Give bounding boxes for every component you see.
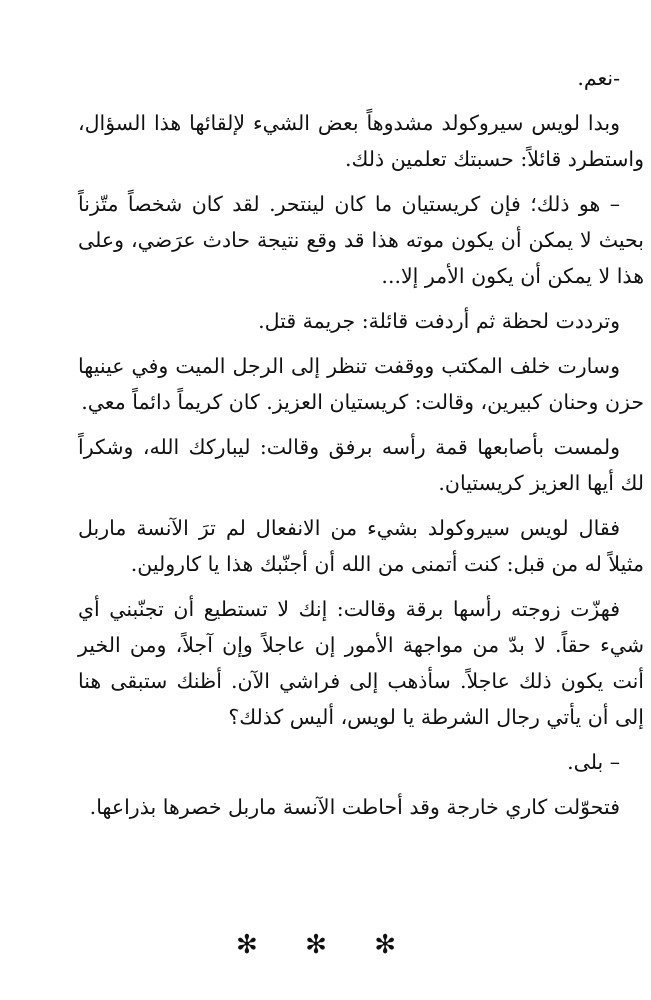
- paragraph-3: – هو ذلك؛ فإن كريستيان ما كان لينتحر. لقد كان شخصاً متّزناً بحيث لا يمكن أن يكون موته هذا قد وقع نتيجة حادث عرَضي، وعلى هذا لا يمكن أن يكون الأمر إلا...: [78, 192, 644, 288]
- paragraph-9: – بلى.: [567, 750, 620, 774]
- asterism-star-icon: ✻: [236, 930, 258, 960]
- paragraph-7: فقال لويس سيروكولد بشيء من الانفعال لم ترَ الآنسة ماربل مثيلاً له من قبل: كنت أتمنى من الله أن أجنّبك هذا يا كارولين.: [78, 516, 644, 576]
- paragraph-5: وسارت خلف المكتب ووقفت تنظر إلى الرجل الميت وفي عينيها حزن وحنان كبيرين، وقالت: كريستيان العزيز. كان كريماً دائماً معي.: [78, 354, 644, 414]
- asterism-star-icon: ✻: [305, 930, 327, 960]
- paragraph-2: وبدا لويس سيروكولد مشدوهاً بعض الشيء لإلقائها هذا السؤال، واستطرد قائلاً: حسبتك تعلمين ذلك.: [78, 111, 644, 171]
- paragraph-10: فتحوّلت كاري خارجة وقد أحاطت الآنسة ماربل خصرها بذراعها.: [89, 795, 620, 819]
- section-separator: [236, 928, 396, 962]
- paragraph-6: ولمست بأصابعها قمة رأسه برفق وقالت: ليباركك الله، وشكراً لك أيها العزيز كريستيان.: [78, 435, 644, 495]
- asterism-star-icon: ✻: [374, 930, 396, 960]
- paragraph-4: وترددت لحظة ثم أردفت قائلة: جريمة قتل.: [258, 309, 620, 333]
- paragraph-8: فهزّت زوجته رأسها برقة وقالت: إنك لا تستطيع أن تجنّبني أي شيء حقاً. لا بدّ من مواجهة الأمور إن عاجلاً وإن آجلاً، ومن الخير أنت يكون ذلك عاجلاً. سأذهب إلى فراشي الآن. أظنك ستبقى هنا إلى أن يأتي رجال الشرطة يا لويس، أليس كذلك؟: [78, 597, 644, 729]
- book-page-text: [78, 60, 644, 834]
- paragraph-1: -نعم.: [577, 66, 620, 90]
